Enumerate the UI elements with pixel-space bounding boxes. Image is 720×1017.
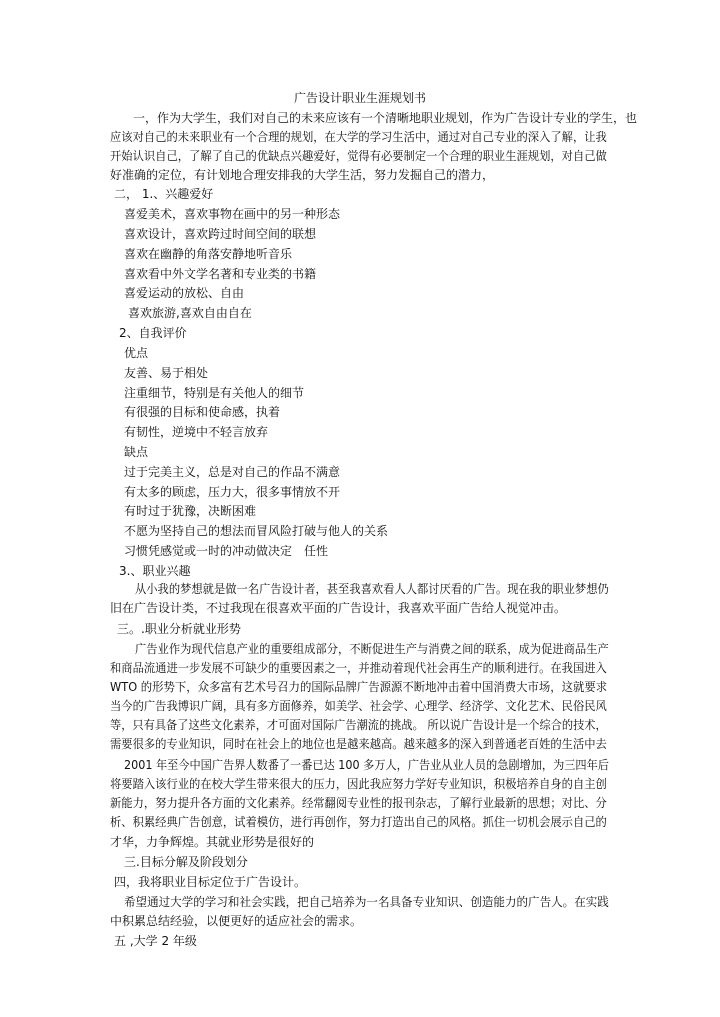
body-line: 友善、易于相处 bbox=[124, 366, 209, 380]
body-line: 中积累总结经验，以便更好的适应社会的需求。 bbox=[110, 914, 363, 928]
body-line: 喜欢看中外文学名著和专业类的书籍 bbox=[124, 267, 317, 281]
document-title: 广告设计职业生涯规划书 bbox=[293, 91, 426, 105]
body-line: 希望通过大学的学习和社会实践，把自己培养为一名具备专业知识、创造能力的广告人。在实践 bbox=[124, 895, 609, 909]
body-line: 五 ,大学 2 年级 bbox=[114, 934, 197, 948]
body-line: 注重细节，特别是有关他人的细节 bbox=[124, 386, 305, 400]
body-line: 当今的广告我博识广阔，具有多方面修养，如美学、社会学、心理学、经济学、文化艺术、民俗民风 bbox=[110, 699, 607, 713]
body-line: 应该对自己的未来职业有一个合理的规划，在大学的学习生活中，通过对自己专业的深入了解，让我 bbox=[110, 130, 607, 144]
body-line: 广告业作为现代信息产业的重要组成部分，不断促进生产与消费之间的联系，成为促进商品生产 bbox=[135, 642, 609, 656]
body-line: 过于完美主义，总是对自己的作品不满意 bbox=[124, 465, 341, 479]
body-line: 将要踏入该行业的在校大学生带来很大的压力，因此我应努力学好专业知识，积极培养自身的自主创 bbox=[110, 777, 607, 791]
body-line: 有太多的顾虑，压力大，很多事情放不开 bbox=[124, 485, 341, 499]
body-line: 喜爱美术，喜欢事物在画中的另一种形态 bbox=[124, 207, 341, 221]
body-line: WTO 的形势下，众多富有艺术号召力的国际品牌广告源源不断地冲击着中国消费大市场，这就要求 bbox=[110, 680, 608, 694]
body-line: 2001 年至今中国广告界人数番了一番已达 100 多万人，广告业从业人员的急剧增加，为三四年后 bbox=[124, 758, 609, 772]
body-line: 新能力，努力提升各方面的文化素养。经常翻阅专业性的报刊杂志，了解行业最新的思想；对比、分 bbox=[110, 796, 607, 810]
body-line: 喜欢设计，喜欢跨过时间空间的联想 bbox=[124, 227, 317, 241]
body-line: 二， 1.、兴趣爱好 bbox=[114, 187, 214, 201]
body-line: 旧在广告设计类，不过我现在很喜欢平面的广告设计，我喜欢平面广告给人视觉冲击。 bbox=[110, 601, 567, 615]
body-line: 才华，力争辉煌。其就业形势是很好的 bbox=[110, 835, 315, 849]
body-line: 3.、职业兴趣 bbox=[119, 564, 191, 578]
body-line: 好准确的定位，有计划地合理安排我的大学生活，努力发掘自己的潜力， bbox=[110, 168, 495, 182]
body-line: 三.目标分解及阶段划分 bbox=[124, 855, 248, 869]
body-line: 有很强的目标和使命感，执着 bbox=[124, 405, 281, 419]
body-line: 有韧性，逆境中不轻言放弃 bbox=[124, 425, 269, 439]
body-line: 和商品流通进一步发展不可缺少的重要因素之一，并推动着现代社会再生产的顺利进行。在我国进入 bbox=[110, 661, 607, 675]
body-line: 喜爱运动的放松、自由 bbox=[124, 286, 245, 300]
body-line: 有时过于犹豫，决断困难 bbox=[124, 504, 257, 518]
body-line: 优点 bbox=[124, 346, 149, 360]
body-line: 从小我的梦想就是做一名广告设计者，甚至我喜欢看人人都讨厌看的广告。现在我的职业梦想仍 bbox=[135, 582, 609, 596]
body-line: 一，作为大学生，我们对自己的未来应该有一个清晰地职业规划，作为广告设计专业的学生，也 bbox=[133, 111, 638, 125]
body-line: 不愿为坚持自己的想法而冒风险打破与他人的关系 bbox=[124, 524, 389, 538]
body-line: 缺点 bbox=[124, 445, 149, 459]
body-line: 喜欢在幽静的角落安静地听音乐 bbox=[124, 247, 293, 261]
body-line: 等，只有具备了这些文化素养，才可面对国际广告潮流的挑战。 所以说广告设计是一个综合的技术， bbox=[110, 718, 607, 732]
body-line: 习惯凭感觉或一时的冲动做决定 任性 bbox=[124, 544, 329, 558]
body-line: 开始认识自己，了解了自己的优缺点兴趣爱好，觉得有必要制定一个合理的职业生涯规划，对自己做 bbox=[110, 149, 607, 163]
body-line: 2、自我评价 bbox=[119, 326, 187, 340]
body-line: 需要很多的专业知识，同时在社会上的地位也是越来越高。越来越多的深入到普通老百姓的生活中去 bbox=[110, 737, 607, 751]
body-line: 析、积累经典广告创意，试着模仿，进行再创作，努力打造出自己的风格。抓住一切机会展示自己的 bbox=[110, 815, 607, 829]
body-line: 四，我将职业目标定位于广告设计。 bbox=[114, 875, 307, 889]
body-line: 喜欢旅游,喜欢自由自在 bbox=[128, 306, 252, 320]
body-line: 三。.职业分析就业形势 bbox=[117, 622, 241, 636]
